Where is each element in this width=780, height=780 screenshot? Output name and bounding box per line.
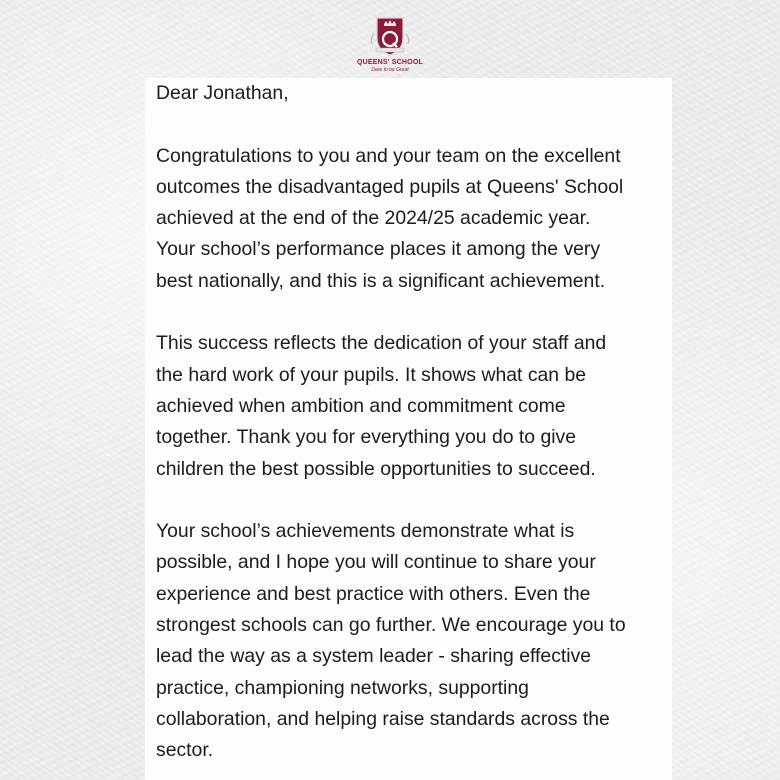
letter-line: sector. (156, 739, 214, 762)
paragraph-gap (156, 109, 671, 140)
paragraph-3 (156, 516, 671, 766)
school-name: QUEENS' SCHOOL (357, 59, 423, 66)
letter-line: achieved at the end of the 2024/25 academic year. (156, 207, 591, 230)
letter-line: collaboration, and helping raise standards across the (156, 707, 610, 730)
school-crest-icon (368, 14, 412, 58)
letter-line: the hard work of your pupils. It shows what can be (156, 363, 587, 386)
letter-line: outcomes the disadvantaged pupils at Queens' School (156, 175, 624, 198)
letter-line: best nationally, and this is a significant achievement. (156, 269, 606, 292)
letter-body (156, 78, 671, 767)
school-motto: Dare to be Great (371, 67, 409, 73)
letter-line: together. Thank you for everything you do to give (156, 426, 577, 449)
paragraph-2 (156, 328, 671, 484)
letter-line: Congratulations to you and your team on the excellent (156, 144, 621, 167)
letter-line: Your school’s performance places it among the very (156, 238, 601, 261)
letter-line: Your school’s achievements demonstrate what is (156, 520, 575, 543)
letter-line: children the best possible opportunities to succeed. (156, 457, 596, 480)
letter-line: possible, and I hope you will continue to share your (156, 551, 596, 574)
salutation: Dear Jonathan, (156, 82, 289, 104)
letter-line: This success reflects the dedication of your staff and (156, 332, 607, 355)
paragraph-1 (156, 141, 671, 297)
letter-line: practice, championing networks, supporting (156, 676, 529, 699)
paragraph-gap (156, 485, 671, 516)
school-logo (340, 14, 440, 76)
letter-line: strongest schools can go further. We encourage you to (156, 614, 626, 637)
letter-line: experience and best practice with others. Even the (156, 582, 591, 605)
letter-line: achieved when ambition and commitment come (156, 394, 566, 417)
paragraph-gap (156, 297, 671, 328)
letter-line: lead the way as a system leader - sharing effective (156, 645, 592, 668)
